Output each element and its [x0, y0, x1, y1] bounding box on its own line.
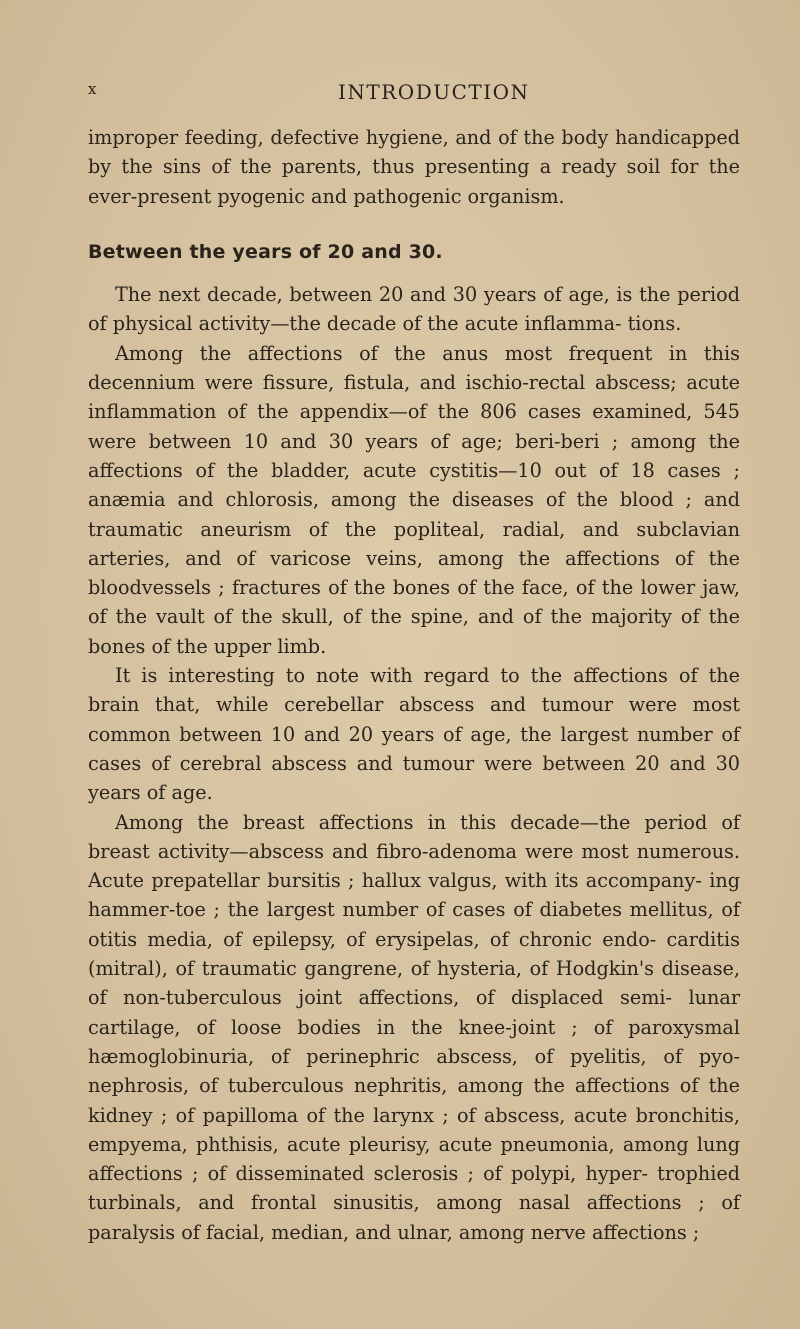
body-text — [88, 123, 740, 1247]
paragraph: Among the affections of the anus most frequent in this decennium were fissure, fistula, and ischio-rectal abscess; acute inflammation of the appendix—of the 806 cases examined, 545 were between 10 and 30 years of age; beri-beri ; among the affections of the bladder, acute cystitis—10 out of 18 cases ; anæmia and chlorosis, among the diseases of the blood ; and traumatic aneurism of the popliteal, radial, and subclavian arteries, and of varicose veins, among the affections of the bloodvessels ; fractures of the bones of the face, of the lower jaw, of the vault of the skull, of the spine, and of the majority of the bones of the upper limb. — [88, 341, 740, 658]
page-number: x — [88, 80, 98, 98]
running-head — [88, 80, 738, 116]
paragraph: It is interesting to note with regard to the affections of the brain that, while cerebellar abscess and tumour were most common between 10 and 20 years of age, the largest number of cases of cerebral abscess and tumour were between 20 and 30 years of age. — [88, 664, 740, 805]
paragraph-continued: improper feeding, defective hygiene, and of the body handicapped by the sins of the parents, thus presenting a ready soil for the ever-present pyogenic and pathogenic organism. — [88, 126, 740, 208]
running-title: INTRODUCTION — [338, 80, 530, 104]
paragraph: Among the breast affections in this decade—the period of breast activity—abscess and fibro-adenoma were most numerous. Acute prepatellar bursitis ; hallux valgus, with its accompany- ing hammer-toe ; the largest number of cases of diabetes mellitus, of otitis media, of epilepsy, of erysipelas, of chronic endo- carditis (mitral), of traumatic gangrene, of hysteria, of Hodgkin's disease, of non-tuberculous joint affections, of displaced semi- lunar cartilage, of loose bodies in the knee-joint ; of paroxysmal hæmoglobinuria, of perinephric abscess, of pyelitis, of pyo- nephrosis, of tuberculous nephritis, among the affections of the kidney ; of papilloma of the larynx ; of abscess, acute bronchitis, empyema, phthisis, acute pleurisy, acute pneumonia, among lung affections ; of disseminated sclerosis ; of polypi, hyper- trophied turbinals, and frontal sinusitis, among nasal affections ; of paralysis of facial, median, and ulnar, among nerve affections ; — [88, 810, 740, 1244]
paragraph: The next decade, between 20 and 30 years of age, is the period of physical activity—the decade of the acute inflamma- tions. — [88, 283, 740, 336]
section-heading: Between the years of 20 and 30. — [88, 240, 443, 263]
